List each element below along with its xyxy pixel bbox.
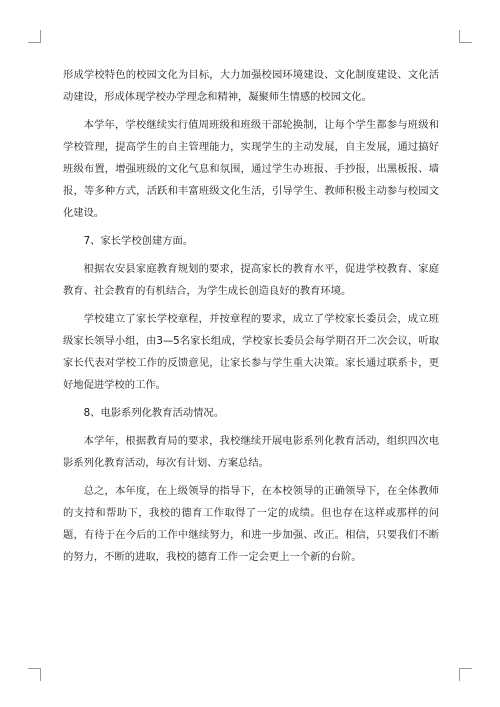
paragraph-film-activities: 本学年，根据教育局的要求，我校继续开展电影系列化教育活动，组织四次电影系列化教育活动，每次有计划、方案总结。 xyxy=(63,435,439,469)
paragraph-class-rotation: 本学年，学校继续实行值周班级和班级干部轮换制，让每个学生都参与班级和学校管理，提高学生的自主管理能力，实现学生的主动发展，自主发展，通过搞好班级布置，增强班级的文化气息和氛围，通过学生办班报、手抄报，出黑板报、墙报，等多种方式，活跃和丰富班级文化生活，引导学生、教师积极主动参与校园文化建设。 xyxy=(63,119,439,219)
crop-mark-bottom-left xyxy=(28,668,41,681)
paragraph-family-education-plan: 根据农安县家庭教育规划的要求，提高家长的教育水平，促进学校教育、家庭教育、社会教育的有机结合，为学生成长创造良好的教育环境。 xyxy=(63,263,439,297)
paragraph-parent-committee: 学校建立了家长学校章程，并按章程的要求，成立了学校家长委员会，成立班级家长领导小组，由3—5名家长组成，学校家长委员会每学期召开二次会议，听取家长代表对学校工作的反馈意见，让家长参与学生重大决策。家长通过联系卡，更好地促进学校的工作。 xyxy=(63,313,439,391)
crop-mark-top-left xyxy=(28,30,41,43)
crop-mark-top-right xyxy=(459,30,472,43)
paragraph-campus-culture-goal: 形成学校特色的校园文化为目标，大力加强校园环境建设、文化制度建设、文化活动建设，形成体现学校办学理念和精神，凝聚师生情感的校园文化。 xyxy=(63,69,439,103)
document-body xyxy=(63,64,439,574)
paragraph-summary: 总之，本年度，在上级领导的指导下，在本校领导的正确领导下，在全体教师的支持和帮助下，我校的德育工作取得了一定的成绩。但也存在这样或那样的问题，有待于在今后的工作中继续努力，和进一步加强、改正。相信，只要我们不断的努力，不断的进取，我校的德育工作一定会更上一个新的台阶。 xyxy=(63,485,439,563)
section-heading-film-education: 8、电影系列化教育活动情况。 xyxy=(83,407,225,419)
crop-mark-bottom-right xyxy=(459,668,472,681)
section-heading-parent-school: 7、家长学校创建方面。 xyxy=(83,235,194,247)
